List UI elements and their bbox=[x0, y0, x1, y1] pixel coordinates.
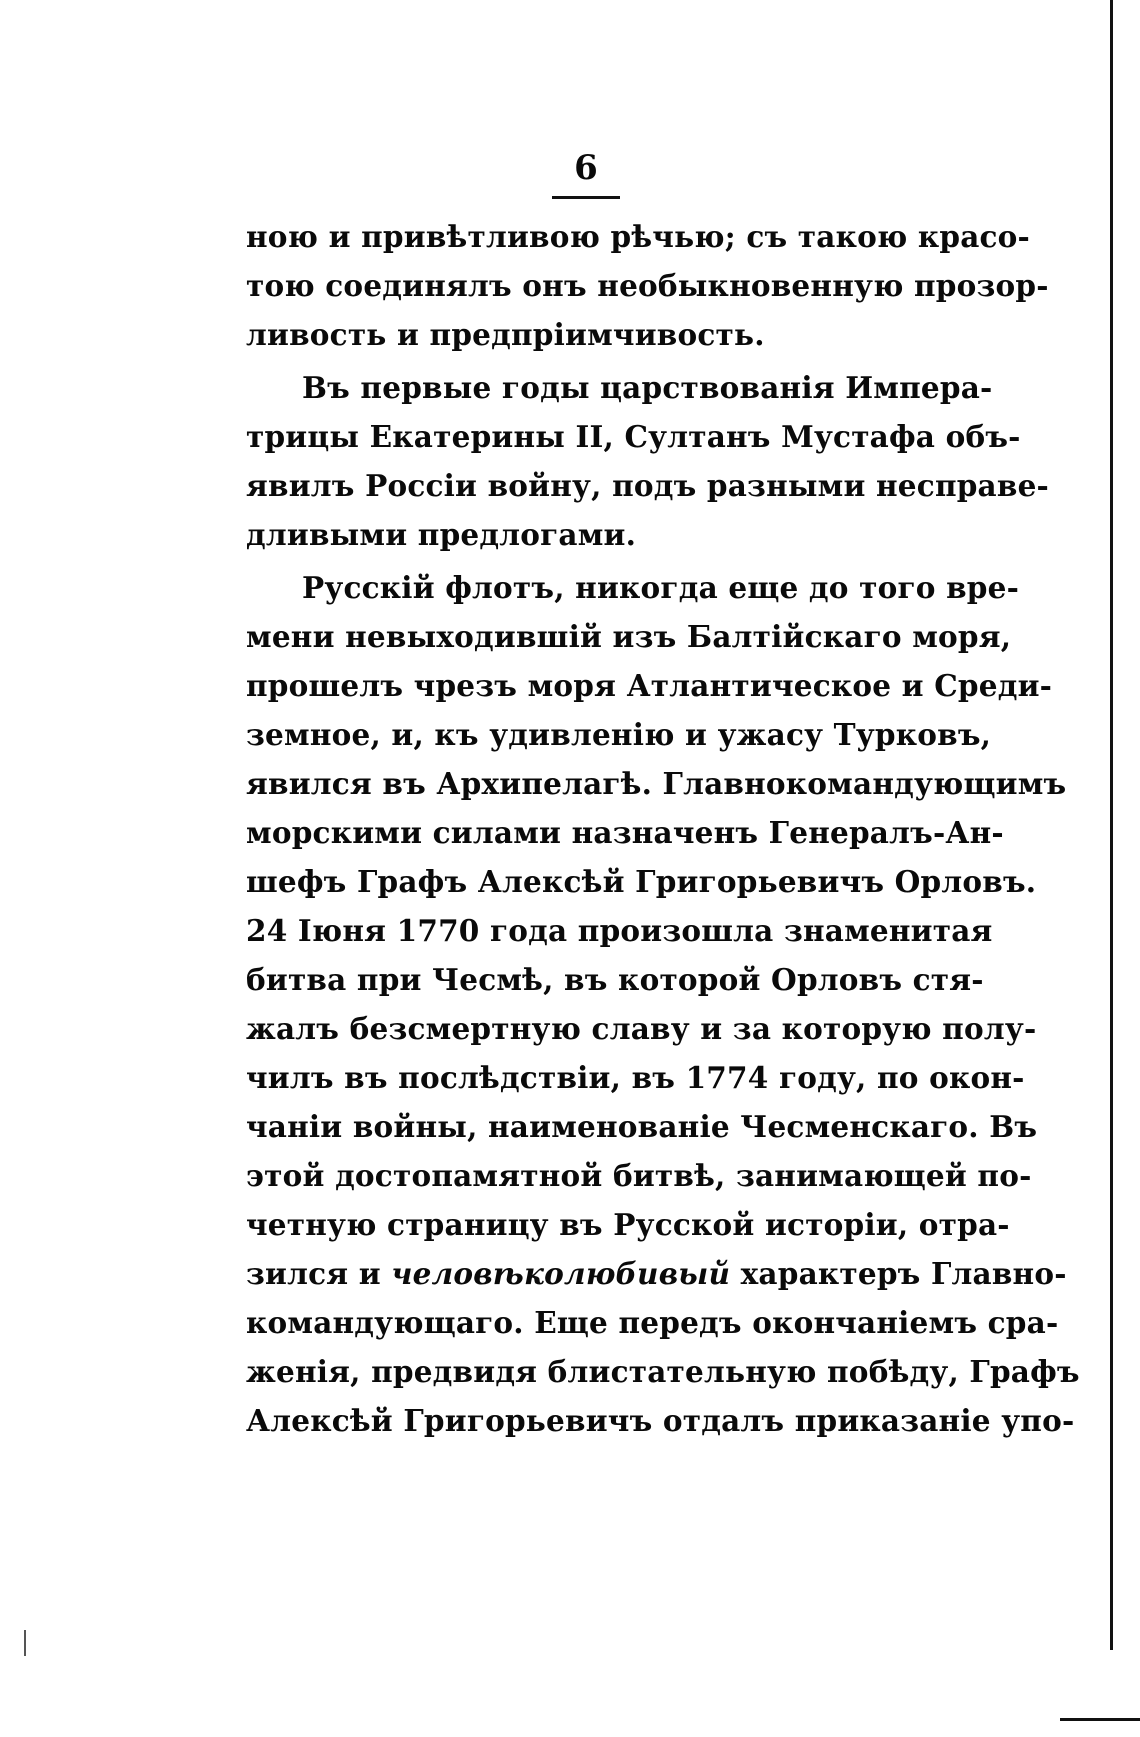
text-line: прошелъ чрезъ моря Атлантическое и Среди- bbox=[246, 668, 1053, 703]
text-line: жалъ безсмертную славу и за которую полу- bbox=[246, 1011, 1037, 1046]
text-fragment: характеръ Главно- bbox=[740, 1256, 1067, 1291]
page-number: 6 bbox=[574, 148, 598, 188]
page-edge-rule bbox=[1110, 0, 1113, 1650]
text-line: чилъ въ послѣдствіи, въ 1774 году, по окон- bbox=[246, 1060, 1025, 1095]
text-line: дливыми предлогами. bbox=[246, 517, 637, 552]
scan-margin-mark bbox=[24, 1630, 26, 1656]
text-line-with-italic bbox=[246, 1249, 1067, 1298]
text-line: мени невыходившій изъ Балтійскаго моря, bbox=[246, 619, 1012, 654]
text-line: четную страницу въ Русской исторіи, отра- bbox=[246, 1207, 1010, 1242]
text-line: 24 Іюня 1770 года произошла знаменитая bbox=[246, 913, 993, 948]
text-line: явился въ Архипелагѣ. Главнокомандующимъ bbox=[246, 766, 1067, 801]
text-line: этой достопамятной битвѣ, занимающей по- bbox=[246, 1158, 1032, 1193]
text-line: морскими силами назначенъ Генералъ-Ан- bbox=[246, 815, 1004, 850]
text-fragment: зился и bbox=[246, 1256, 381, 1291]
text-line: земное, и, къ удивленію и ужасу Турковъ, bbox=[246, 717, 992, 752]
text-line: шефъ Графъ Алексѣй Григорьевичъ Орловъ. bbox=[246, 864, 1037, 899]
text-line: Алексѣй Григорьевичъ отдалъ приказаніе упо- bbox=[246, 1403, 1075, 1438]
text-line: ливость и предпріимчивость. bbox=[246, 317, 765, 352]
page-number-underline bbox=[552, 196, 620, 199]
text-line: трицы Екатерины II, Султанъ Мустафа объ- bbox=[246, 419, 1021, 454]
text-line: чаніи войны, наименованіе Чесменскаго. Въ bbox=[246, 1109, 1038, 1144]
text-line: командующаго. Еще передъ окончаніемъ сра- bbox=[246, 1305, 1059, 1340]
text-line: тою соединялъ онъ необыкновенную прозор- bbox=[246, 268, 1049, 303]
text-line: явилъ Россіи войну, подъ разными несправе- bbox=[246, 468, 1049, 503]
page-bottom-rule bbox=[1060, 1718, 1140, 1721]
italic-word: человѣколюбивый bbox=[391, 1256, 731, 1291]
text-line: битва при Чесмѣ, въ которой Орловъ стя- bbox=[246, 962, 984, 997]
text-line: Въ первые годы царствованія Импера- bbox=[302, 370, 993, 405]
text-line: ною и привѣтливою рѣчью; съ такою красо- bbox=[246, 219, 1031, 254]
text-line: Русскій флотъ, никогда еще до того вре- bbox=[302, 570, 1020, 605]
text-line: женія, предвидя блистательную побѣду, Графъ bbox=[246, 1354, 1080, 1389]
body-text bbox=[246, 212, 1080, 1445]
